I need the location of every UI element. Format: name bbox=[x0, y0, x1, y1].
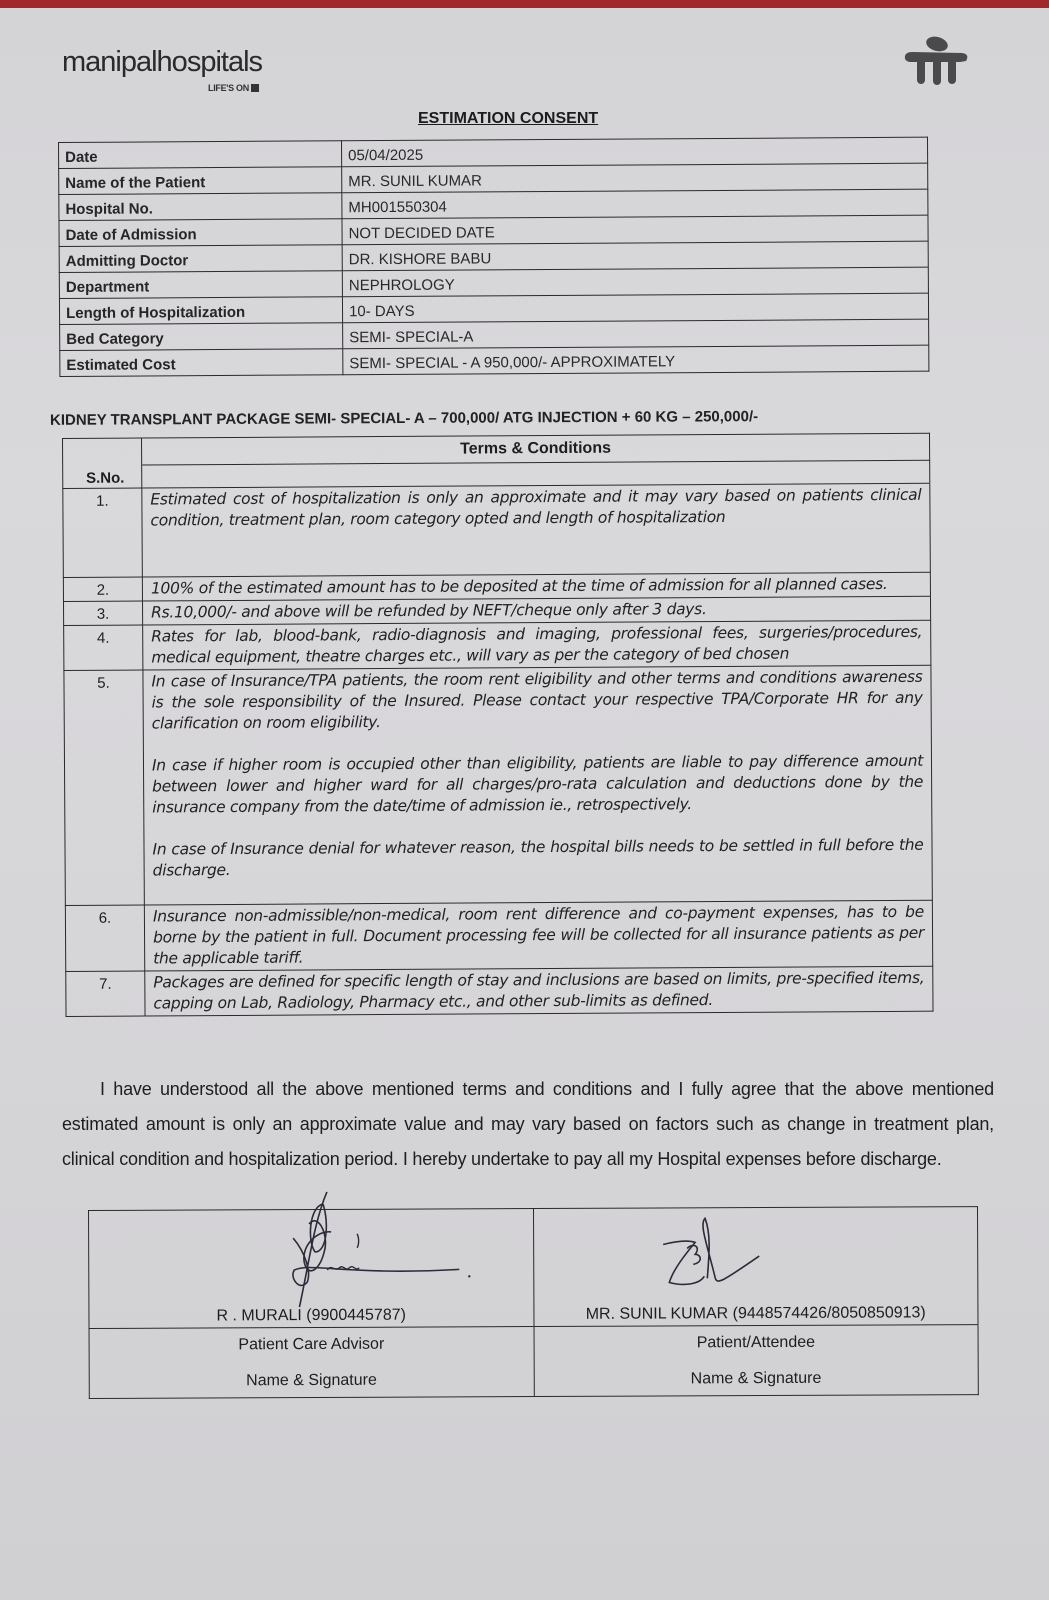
sno-header: S.No. bbox=[63, 465, 142, 488]
patient-role-cell bbox=[534, 1325, 979, 1397]
term-number: 1. bbox=[63, 488, 143, 577]
brand-tagline-text: LIFE'S ON bbox=[208, 83, 249, 93]
document-title: ESTIMATION CONSENT bbox=[418, 110, 599, 127]
declaration-paragraph bbox=[62, 1072, 994, 1177]
term-text bbox=[144, 900, 932, 971]
info-label: Department bbox=[59, 271, 342, 299]
terms-row bbox=[65, 900, 932, 971]
info-label: Date bbox=[59, 141, 342, 169]
info-value: DR. KISHORE BABU bbox=[342, 241, 928, 271]
patient-signature-cell bbox=[533, 1207, 978, 1327]
package-note: KIDNEY TRANSPLANT PACKAGE SEMI- SPECIAL- A – 700,000/ ATG INJECTION + 60 KG – 250,000/- bbox=[49, 408, 759, 429]
patient-role: Patient/Attendee bbox=[696, 1333, 816, 1352]
term-number: 4. bbox=[64, 625, 143, 670]
info-label: Hospital No. bbox=[59, 193, 342, 221]
terms-row bbox=[63, 483, 931, 577]
info-value: SEMI- SPECIAL-A bbox=[343, 319, 929, 349]
patient-name: MR. SUNIL KUMAR (9448574426/8050850913) bbox=[585, 1304, 926, 1323]
term-paragraph: Rates for lab, blood-bank, radio-diagnosis and imaging, professional fees, surgeries/procedures, medical equipment, theatre charges etc., will vary as per the category of bed chosen bbox=[151, 622, 923, 666]
info-value: 10- DAYS bbox=[342, 293, 928, 323]
manipal-logo-mark-icon bbox=[900, 34, 970, 94]
terms-table bbox=[62, 433, 934, 1017]
term-text bbox=[142, 483, 931, 577]
info-value: NOT DECIDED DATE bbox=[342, 215, 928, 245]
term-paragraph: Estimated cost of hospitalization is only an approximate and it may vary based on patients clinical condition, treatment plan, room category opted and length of hospitalization bbox=[150, 485, 922, 529]
declaration-text: I have understood all the above mentioned terms and conditions and I fully agree that the above mentioned estimated amount is only an approximate value and may vary based on factors such as change in treatment plan, clinical condition and hospitalization period. I hereby undertake to pay all my Hospital expenses before discharge. bbox=[62, 1079, 994, 1169]
advisor-role-cell bbox=[89, 1327, 534, 1399]
info-label: Admitting Doctor bbox=[59, 245, 342, 273]
info-label: Date of Admission bbox=[59, 219, 342, 247]
sno-cell-top bbox=[63, 438, 142, 465]
advisor-signature-mark bbox=[249, 1181, 480, 1312]
advisor-signature-cell bbox=[89, 1209, 534, 1329]
term-paragraph: In case of Insurance/TPA patients, the room rent eligibility and other terms and conditions awareness is the sole responsibility of the Insured. Please contact your respective TPA/Corporate HR for any clarification on room eligibility. bbox=[151, 667, 923, 732]
signature-table bbox=[88, 1206, 979, 1399]
term-number: 5. bbox=[64, 670, 144, 905]
advisor-name-signature-caption: Name & Signature bbox=[246, 1371, 377, 1390]
brand-tagline bbox=[208, 83, 259, 93]
term-text bbox=[145, 966, 933, 1016]
term-number: 6. bbox=[65, 905, 144, 971]
advisor-role: Patient Care Advisor bbox=[238, 1335, 385, 1354]
terms-row bbox=[64, 620, 931, 670]
top-color-bar bbox=[0, 0, 1049, 8]
terms-row bbox=[64, 665, 932, 905]
info-value: SEMI- SPECIAL - A 950,000/- APPROXIMATELY bbox=[343, 345, 929, 375]
info-value: 05/04/2025 bbox=[341, 137, 927, 167]
term-paragraph: In case if higher room is occupied other than eligibility, patients are liable to pay difference amount between lower and higher ward for all charges/pro-rata calculation and deductions done by the insurance company from the date/time of admission ie., retrospectively. bbox=[151, 751, 924, 816]
info-label: Name of the Patient bbox=[59, 167, 342, 195]
info-value: NEPHROLOGY bbox=[342, 267, 928, 297]
info-label: Bed Category bbox=[60, 323, 343, 351]
patient-info-table bbox=[58, 137, 929, 377]
terms-row bbox=[66, 966, 933, 1016]
info-value: MR. SUNIL KUMAR bbox=[342, 163, 928, 193]
brand-name: manipalhospitals bbox=[62, 46, 263, 78]
role-row bbox=[89, 1325, 978, 1399]
term-text bbox=[143, 665, 932, 905]
term-paragraph: In case of Insurance denial for whatever reason, the hospital bills needs to be settled in full before the discharge. bbox=[152, 835, 924, 879]
term-number: 2. bbox=[63, 577, 142, 601]
term-paragraph: Insurance non-admissible/non-medical, room rent difference and co-payment expenses, has to be borne by the patient in full. Document processing fee will be collected for all insurance patients as per the applicable tariff. bbox=[152, 902, 925, 967]
term-paragraph: Rs.10,000/- and above will be refunded by NEFT/cheque only after 3 days. bbox=[151, 599, 707, 621]
term-text bbox=[143, 620, 931, 670]
info-label: Estimated Cost bbox=[60, 349, 343, 377]
patient-signature-mark bbox=[659, 1214, 769, 1294]
advisor-name: R . MURALI (9900445787) bbox=[216, 1306, 406, 1325]
term-paragraph: Packages are defined for specific length of stay and inclusions are based on limits, pre-specified items, capping on Lab, Radiology, Pharmacy etc., and other sub-limits as defined. bbox=[153, 968, 925, 1012]
term-number: 7. bbox=[66, 971, 145, 1016]
info-label: Length of Hospitalization bbox=[59, 297, 342, 325]
patient-name-signature-caption: Name & Signature bbox=[690, 1369, 822, 1388]
signature-row bbox=[89, 1207, 979, 1329]
info-row bbox=[60, 345, 929, 376]
info-value: MH001550304 bbox=[342, 189, 928, 219]
term-number: 3. bbox=[63, 601, 142, 625]
tagline-square-icon bbox=[251, 84, 259, 92]
term-paragraph: 100% of the estimated amount has to be deposited at the time of admission for all planned cases. bbox=[150, 574, 888, 597]
brand-logo bbox=[62, 46, 263, 93]
terms-heading: Terms & Conditions bbox=[142, 433, 930, 465]
